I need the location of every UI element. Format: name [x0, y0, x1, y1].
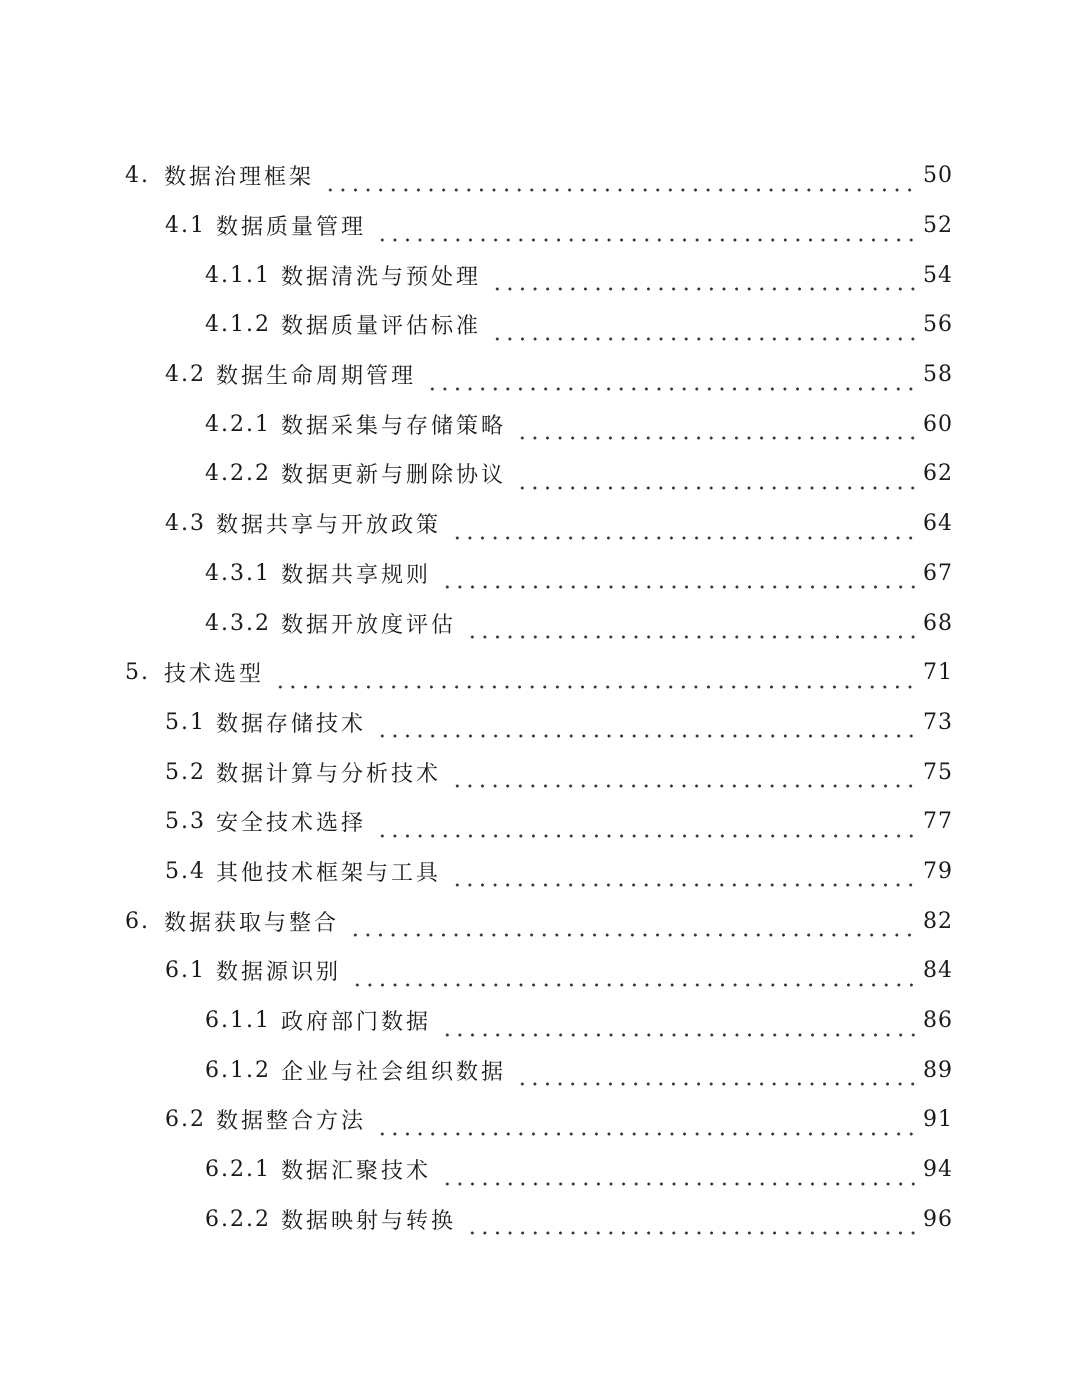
- dot-leader: [451, 767, 915, 789]
- toc-entry-number: 4.2.2: [205, 461, 271, 487]
- toc-entry[interactable]: [0, 449, 1080, 499]
- toc-entry-number: 6.: [125, 908, 150, 934]
- toc-entry[interactable]: [0, 847, 1080, 897]
- toc-entry[interactable]: [0, 151, 1080, 201]
- dot-leader: [451, 866, 915, 888]
- toc-entry-title: 数据存储技术: [216, 711, 367, 737]
- toc-entry-page-number: 91: [923, 1107, 953, 1133]
- toc-entry-title: 其他技术框架与工具: [216, 860, 442, 886]
- toc-entry-title: 企业与社会组织数据: [280, 1059, 506, 1085]
- toc-entry-title: 数据计算与分析技术: [216, 761, 442, 787]
- dot-leader: [516, 419, 915, 441]
- toc-entry-title: 安全技术选择: [216, 811, 367, 837]
- toc-entry-number: 6.1.1: [205, 1008, 271, 1034]
- dot-leader: [451, 519, 915, 541]
- toc-entry-title: 数据整合方法: [216, 1109, 367, 1135]
- dot-leader: [376, 221, 915, 243]
- toc-entry-number: 4.3.2: [205, 610, 271, 636]
- toc-entry-number: 6.1.2: [205, 1057, 271, 1083]
- toc-entry[interactable]: [0, 1194, 1080, 1244]
- toc-entry-page-number: 62: [923, 461, 953, 487]
- toc-entry-title: 数据共享规则: [280, 562, 431, 588]
- dot-leader: [351, 966, 915, 988]
- toc-entry-title: 政府部门数据: [280, 1010, 431, 1036]
- dot-leader: [466, 618, 915, 640]
- toc-entry[interactable]: [0, 549, 1080, 599]
- dot-leader: [324, 171, 915, 193]
- dot-leader: [516, 469, 915, 491]
- toc-entry[interactable]: [0, 698, 1080, 748]
- dot-leader: [376, 1115, 915, 1137]
- toc-entry-number: 5.4: [165, 858, 206, 884]
- toc-entry-page-number: 86: [923, 1008, 953, 1034]
- toc-entry-page-number: 50: [923, 163, 953, 189]
- toc-entry-number: 6.2: [165, 1107, 206, 1133]
- toc-entry-page-number: 94: [923, 1157, 953, 1183]
- toc-entry[interactable]: [0, 350, 1080, 400]
- toc-entry-page-number: 75: [923, 759, 953, 785]
- toc-entry-number: 4.1.1: [205, 262, 271, 288]
- dot-leader: [441, 568, 915, 590]
- toc-entry-number: 4.3.1: [205, 560, 271, 586]
- toc-entry[interactable]: [0, 598, 1080, 648]
- toc-entry-number: 5.1: [165, 709, 206, 735]
- dot-leader: [274, 668, 915, 690]
- toc-entry-title: 数据清洗与预处理: [280, 264, 481, 290]
- toc-entry-title: 数据汇聚技术: [280, 1159, 431, 1185]
- toc-entry-title: 数据采集与存储策略: [280, 413, 506, 439]
- dot-leader: [376, 717, 915, 739]
- toc-entry-page-number: 64: [923, 511, 953, 537]
- dot-leader: [516, 1065, 915, 1087]
- dot-leader: [349, 916, 915, 938]
- toc-entry-number: 4.1: [165, 213, 206, 239]
- toc-entry-page-number: 73: [923, 709, 953, 735]
- toc-entry[interactable]: [0, 747, 1080, 797]
- toc-entry-title: 数据源识别: [216, 960, 342, 986]
- toc-entry-page-number: 67: [923, 560, 953, 586]
- toc-entry[interactable]: [0, 797, 1080, 847]
- toc-entry-page-number: 58: [923, 362, 953, 388]
- toc-entry[interactable]: [0, 399, 1080, 449]
- toc-entry-title: 数据获取与整合: [164, 910, 340, 936]
- toc-entry-page-number: 84: [923, 958, 953, 984]
- dot-leader: [441, 1165, 915, 1187]
- toc-entry[interactable]: [0, 1095, 1080, 1145]
- dot-leader: [376, 817, 915, 839]
- toc-entry-number: 4.3: [165, 511, 206, 537]
- toc-entry-number: 5.: [125, 660, 150, 686]
- toc-entry-title: 数据质量评估标准: [280, 314, 481, 340]
- toc-entry-page-number: 77: [923, 809, 953, 835]
- toc-entry-number: 4.: [125, 163, 150, 189]
- toc-entry-number: 5.3: [165, 809, 206, 835]
- dot-leader: [441, 1016, 915, 1038]
- toc-entry-number: 6.2.2: [205, 1206, 271, 1232]
- toc-entry-page-number: 89: [923, 1057, 953, 1083]
- dot-leader: [491, 320, 915, 342]
- toc-entry[interactable]: [0, 250, 1080, 300]
- toc-entry-number: 4.2: [165, 362, 206, 388]
- toc-entry-number: 4.2.1: [205, 411, 271, 437]
- toc-entry[interactable]: [0, 946, 1080, 996]
- toc-entry-number: 5.2: [165, 759, 206, 785]
- toc-entry-page-number: 54: [923, 262, 953, 288]
- toc-entry-title: 数据共享与开放政策: [216, 513, 442, 539]
- toc-entry-page-number: 60: [923, 411, 953, 437]
- toc-entry-page-number: 71: [923, 660, 953, 686]
- dot-leader: [466, 1214, 915, 1236]
- toc-entry-number: 6.2.1: [205, 1157, 271, 1183]
- toc-entry-title: 数据开放度评估: [280, 612, 456, 638]
- toc-entry-title: 数据映射与转换: [280, 1208, 456, 1234]
- toc-entry-page-number: 56: [923, 312, 953, 338]
- toc-entry-title: 数据质量管理: [216, 215, 367, 241]
- toc-entry-page-number: 82: [923, 908, 953, 934]
- table-of-contents: [0, 151, 1080, 1244]
- toc-entry-title: 数据生命周期管理: [216, 364, 417, 390]
- dot-leader: [426, 370, 915, 392]
- toc-entry-page-number: 79: [923, 858, 953, 884]
- toc-entry[interactable]: [0, 499, 1080, 549]
- toc-entry-page-number: 52: [923, 213, 953, 239]
- toc-entry[interactable]: [0, 896, 1080, 946]
- toc-entry[interactable]: [0, 300, 1080, 350]
- toc-entry-page-number: 68: [923, 610, 953, 636]
- toc-entry[interactable]: [0, 1045, 1080, 1095]
- toc-entry-title: 数据治理框架: [164, 165, 315, 191]
- toc-entry[interactable]: [0, 201, 1080, 251]
- toc-entry[interactable]: [0, 1145, 1080, 1195]
- toc-entry[interactable]: [0, 648, 1080, 698]
- dot-leader: [491, 270, 915, 292]
- toc-entry-page-number: 96: [923, 1206, 953, 1232]
- toc-entry-number: 4.1.2: [205, 312, 271, 338]
- toc-entry-title: 技术选型: [164, 662, 265, 688]
- toc-entry-title: 数据更新与删除协议: [280, 463, 506, 489]
- toc-entry-number: 6.1: [165, 958, 206, 984]
- toc-entry[interactable]: [0, 996, 1080, 1046]
